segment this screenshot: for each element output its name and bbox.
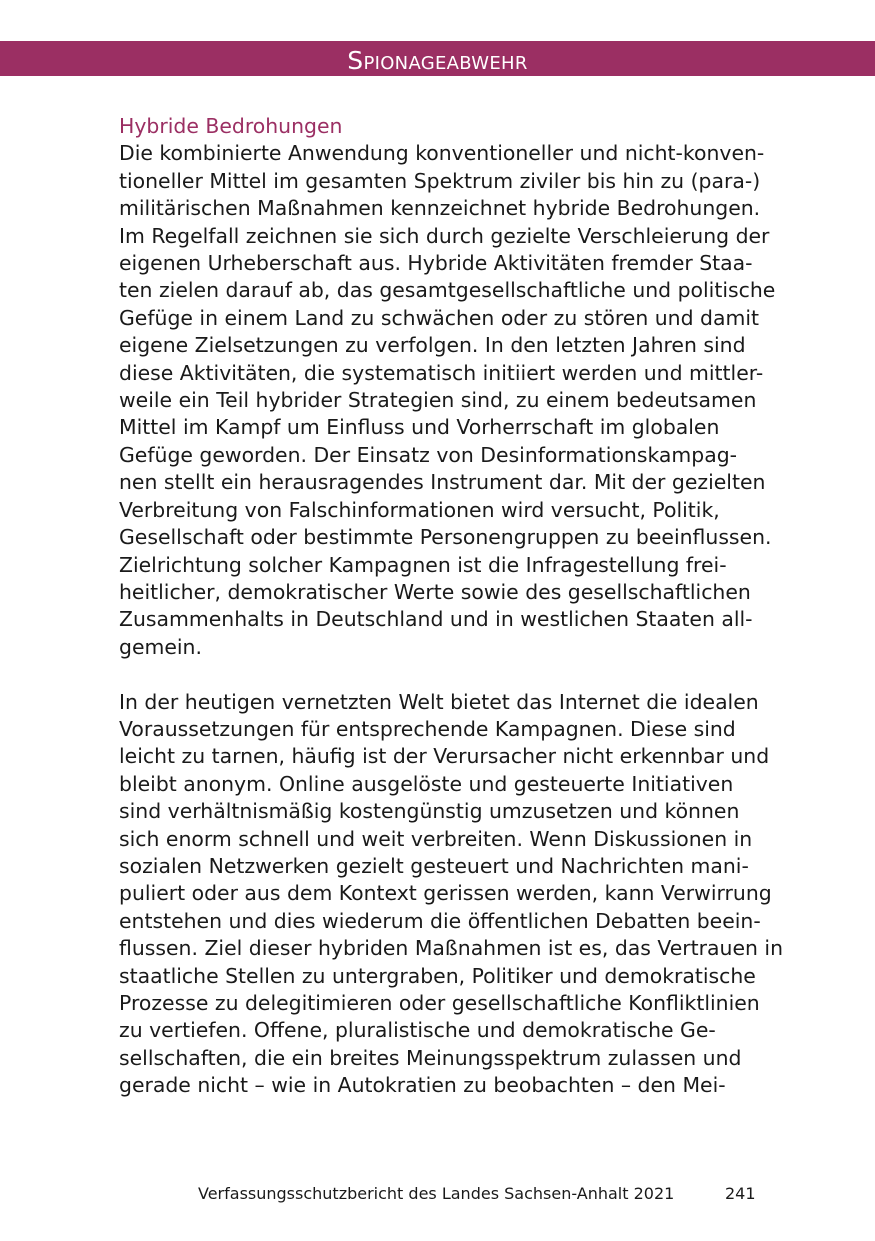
text-line: Gefüge geworden. Der Einsatz von Desinformationskampag- bbox=[119, 442, 738, 467]
text-line: eigenen Urheberschaft aus. Hybride Aktivitäten fremder Staa- bbox=[119, 251, 753, 276]
text-line: eigene Zielsetzungen zu verfolgen. In den letzten Jahren sind bbox=[119, 333, 746, 358]
section-header-bar bbox=[0, 41, 875, 76]
text-line: flussen. Ziel dieser hybriden Maßnahmen ist es, das Vertrauen in bbox=[119, 936, 783, 961]
text-line: Zusammenhalts in Deutschland und in westlichen Staaten all- bbox=[119, 607, 753, 632]
text-line: staatliche Stellen zu untergraben, Politiker und demokratische bbox=[119, 963, 756, 988]
text-line: gerade nicht – wie in Autokratien zu beobachten – den Mei- bbox=[119, 1073, 726, 1098]
page-footer bbox=[0, 1181, 875, 1207]
page-content bbox=[119, 113, 783, 1100]
text-line: tioneller Mittel im gesamten Spektrum ziviler bis hin zu (para-) bbox=[119, 168, 761, 193]
section-heading: Hybride Bedrohungen bbox=[119, 114, 343, 138]
text-line: Gesellschaft oder bestimmte Personengruppen zu beeinflussen. bbox=[119, 525, 772, 550]
paragraph-2 bbox=[119, 689, 783, 1100]
text-line: heitlicher, demokratischer Werte sowie des gesellschaftlichen bbox=[119, 579, 751, 604]
text-line: Im Regelfall zeichnen sie sich durch gezielte Verschleierung der bbox=[119, 223, 770, 248]
text-line: ten zielen darauf ab, das gesamtgesellschaftliche und politische bbox=[119, 278, 776, 303]
paragraph-spacer bbox=[119, 661, 769, 688]
text-line: weile ein Teil hybrider Strategien sind, zu einem bedeutsamen bbox=[119, 388, 757, 413]
text-line: Mittel im Kampf um Einfluss und Vorherrschaft im globalen bbox=[119, 415, 720, 440]
text-line: In der heutigen vernetzten Welt bietet das Internet die idealen bbox=[119, 689, 759, 714]
text-line: Die kombinierte Anwendung konventioneller und nicht-konven- bbox=[119, 141, 765, 166]
text-line: gemein. bbox=[119, 634, 202, 659]
text-line: Zielrichtung solcher Kampagnen ist die Infragestellung frei- bbox=[119, 552, 727, 577]
text-line: Voraussetzungen für entsprechende Kampagnen. Diese sind bbox=[119, 716, 736, 741]
text-line: diese Aktivitäten, die systematisch initiiert werden und mittler- bbox=[119, 360, 764, 385]
page-number: 241 bbox=[725, 1184, 756, 1203]
text-line: sind verhältnismäßig kostengünstig umzusetzen und können bbox=[119, 799, 740, 824]
text-line: Gefüge in einem Land zu schwächen oder zu stören und damit bbox=[119, 305, 759, 330]
text-line: sich enorm schnell und weit verbreiten. Wenn Diskussionen in bbox=[119, 826, 753, 851]
text-line: entstehen und dies wiederum die öffentlichen Debatten beein- bbox=[119, 908, 761, 933]
text-line: militärischen Maßnahmen kennzeichnet hybride Bedrohungen. bbox=[119, 196, 761, 221]
text-line: sellschaften, die ein breites Meinungsspektrum zulassen und bbox=[119, 1045, 742, 1070]
text-line: Verbreitung von Falschinformationen wird versucht, Politik, bbox=[119, 497, 720, 522]
paragraph-1 bbox=[119, 140, 776, 661]
text-line: puliert oder aus dem Kontext gerissen werden, kann Verwirrung bbox=[119, 881, 772, 906]
text-line: Prozesse zu delegitimieren oder gesellschaftliche Konfliktlinien bbox=[119, 990, 760, 1015]
text-line: leicht zu tarnen, häufig ist der Verursacher nicht erkennbar und bbox=[119, 744, 770, 769]
text-line: sozialen Netzwerken gezielt gesteuert und Nachrichten mani- bbox=[119, 853, 749, 878]
text-line: nen stellt ein herausragendes Instrument dar. Mit der gezielten bbox=[119, 470, 766, 495]
footer-publication-title: Verfassungsschutzbericht des Landes Sachsen-Anhalt 2021 bbox=[198, 1184, 675, 1203]
text-line: zu vertiefen. Offene, pluralistische und demokratische Ge- bbox=[119, 1018, 716, 1043]
text-line: bleibt anonym. Online ausgelöste und gesteuerte Initiativen bbox=[119, 771, 734, 796]
section-header-title: Spionageabwehr bbox=[347, 46, 528, 75]
